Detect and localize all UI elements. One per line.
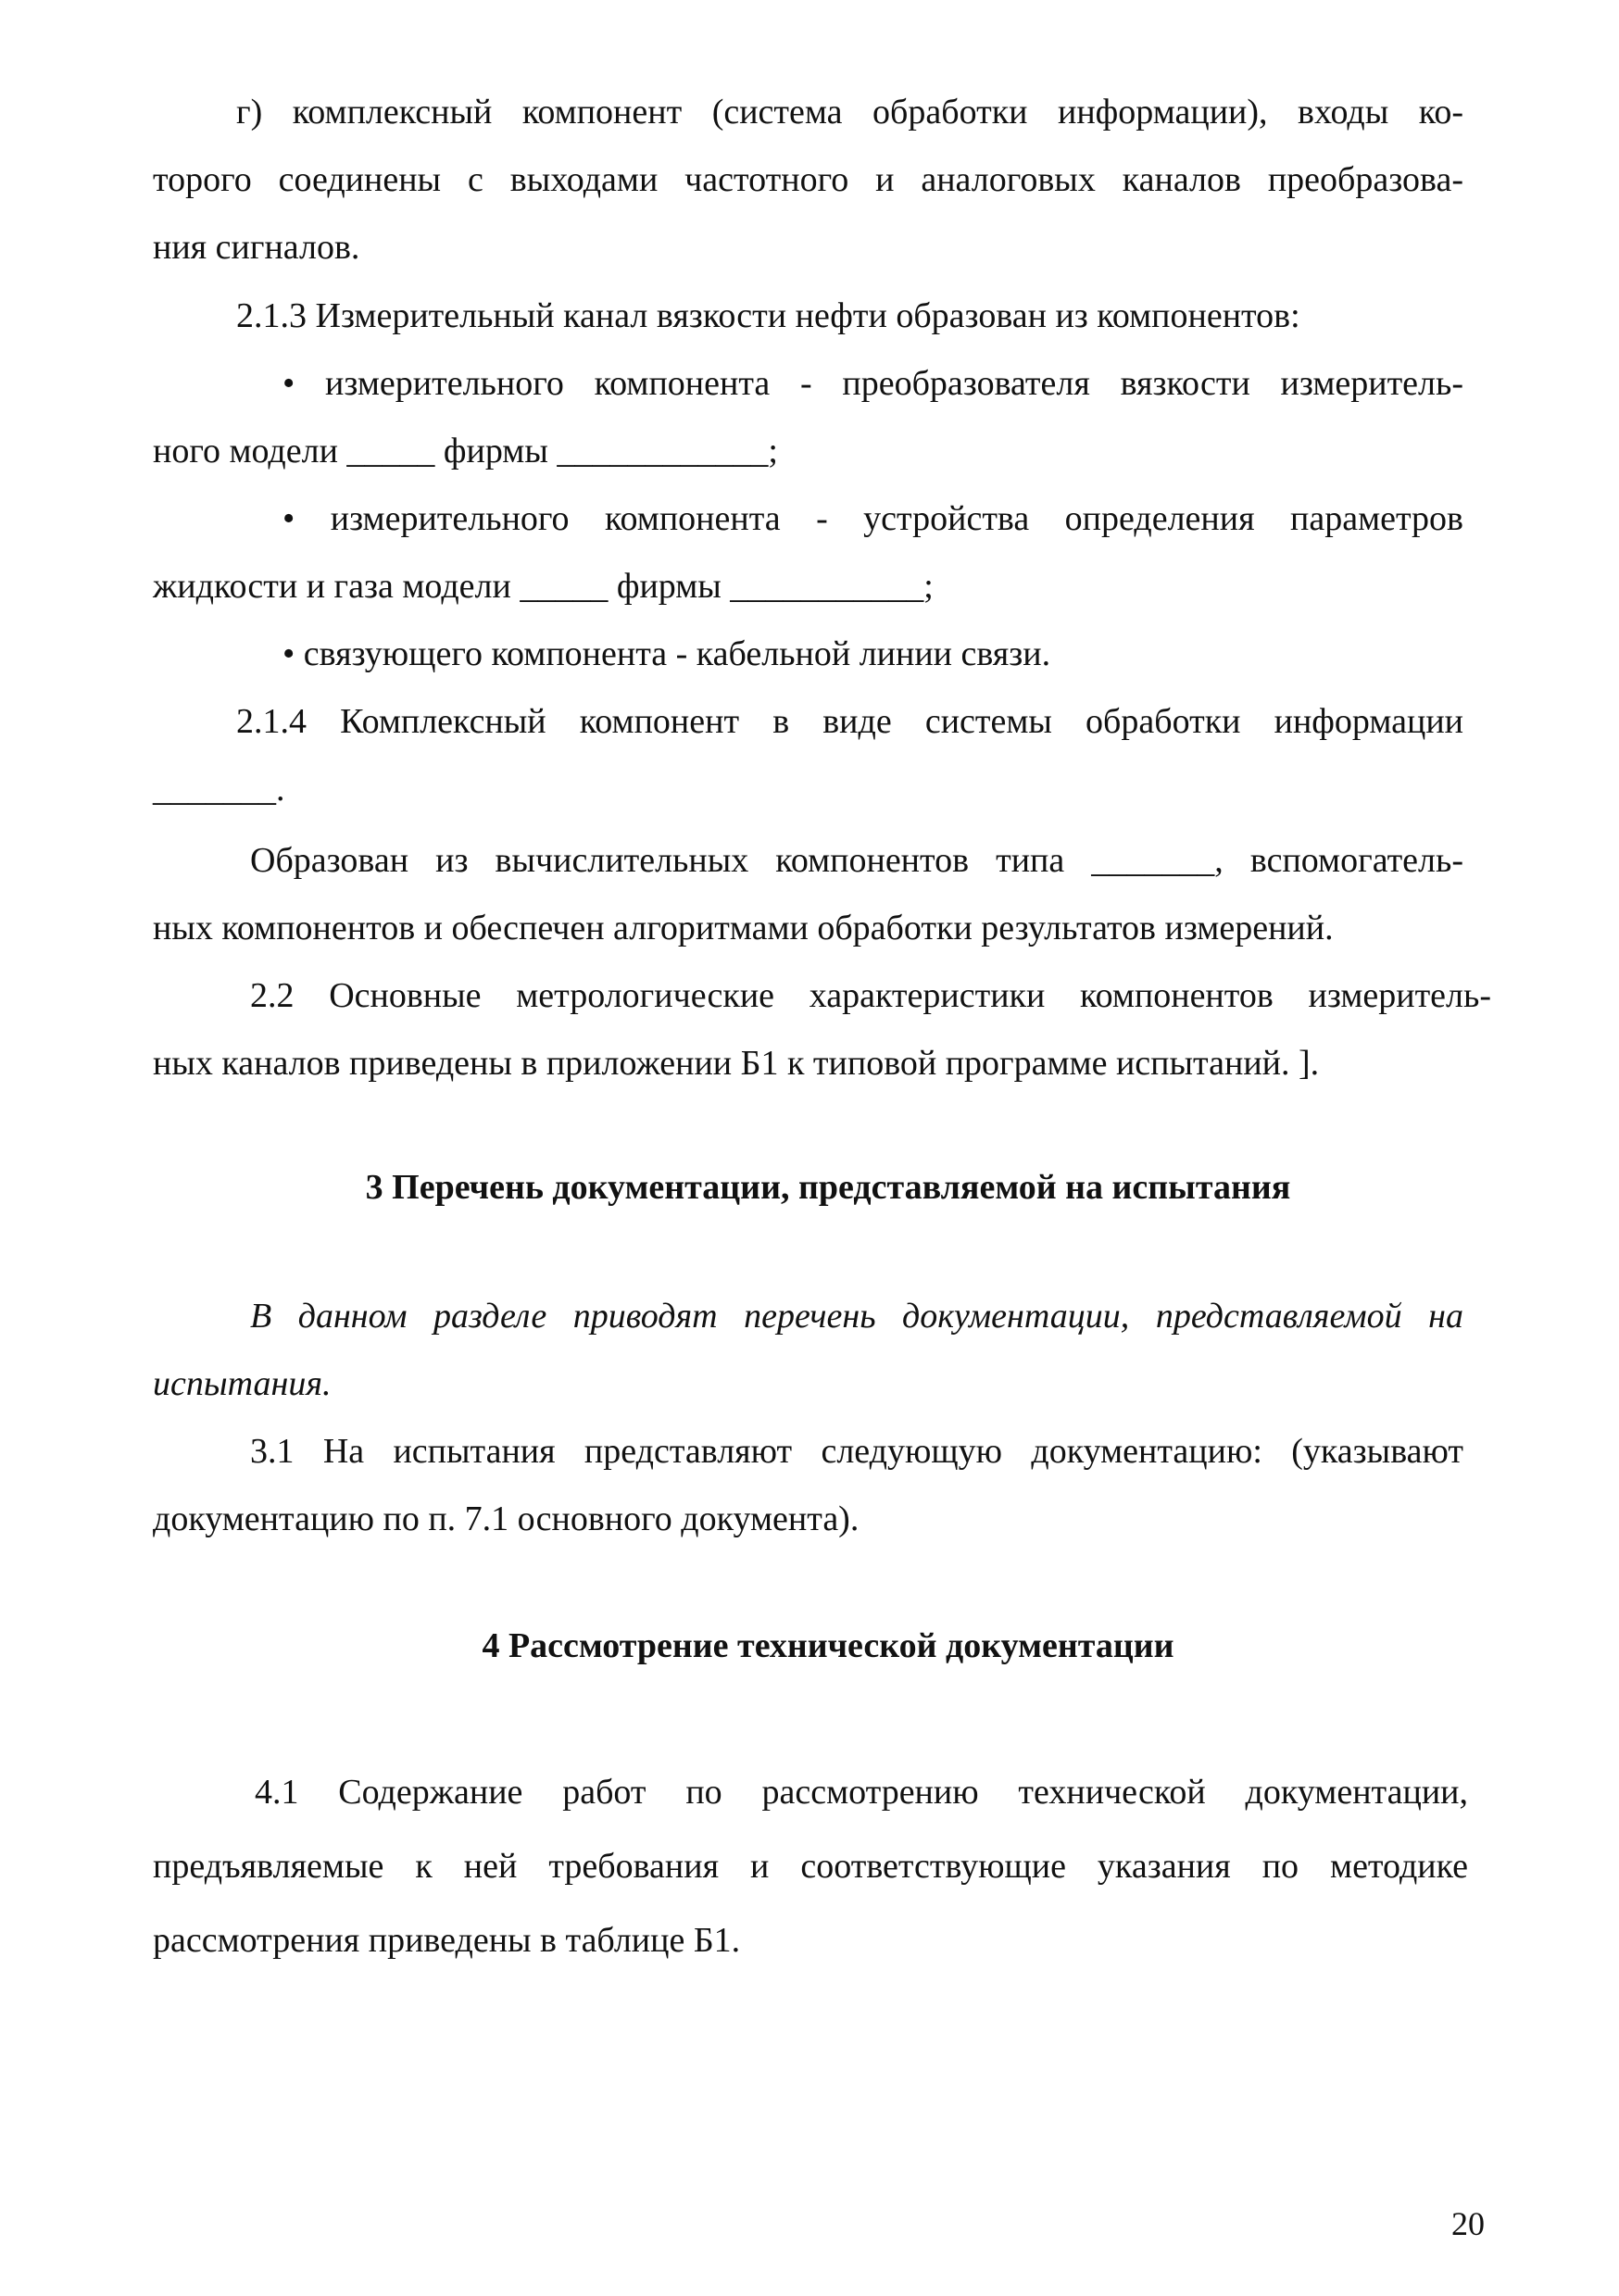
text-line: г) комплексный компонент (система обработки информации), входы ко- bbox=[236, 93, 1463, 132]
paragraph-2-1-4-cont bbox=[153, 756, 1463, 823]
text-line: предъявляемые к ней требования и соответствующие указания по методике bbox=[153, 1847, 1468, 1886]
paragraph-3-1-cont bbox=[153, 1486, 1463, 1553]
text-line: 4.1 Содержание работ по рассмотрению технической документации, bbox=[255, 1773, 1468, 1812]
page-number: 20 bbox=[1451, 2205, 1485, 2242]
text-line: Образован из вычислительных компонентов типа _______, вспомогатель- bbox=[250, 841, 1463, 880]
text-line: ных компонентов и обеспечен алгоритмами обработки результатов измерений. bbox=[153, 909, 1334, 947]
paragraph-complex-component-cont bbox=[153, 146, 1463, 282]
bullet-item-fluid-parameter-device-cont bbox=[153, 553, 1463, 621]
bullet-item-fluid-parameter-device bbox=[282, 485, 1463, 553]
bullet-item-viscosity-converter bbox=[282, 350, 1463, 418]
text-line: • связующего компонента - кабельной линии связи. bbox=[282, 634, 1051, 673]
text-line: 3.1 На испытания представляют следующую документацию: (указывают bbox=[250, 1432, 1463, 1471]
text-line: ния сигналов. bbox=[153, 228, 360, 267]
section-4-heading: 4 Рассмотрение технической документации bbox=[482, 1626, 1174, 1665]
bullet-item-viscosity-converter-cont bbox=[153, 418, 1463, 485]
text-line: жидкости и газа модели _____ фирмы ___________; bbox=[153, 567, 934, 606]
text-line: _______. bbox=[153, 770, 285, 809]
text-line: рассмотрения приведены в таблице Б1. bbox=[153, 1921, 741, 1960]
paragraph-2-2 bbox=[250, 962, 1491, 1030]
paragraph-complex-component bbox=[236, 79, 1463, 146]
text-line: документацию по п. 7.1 основного документа). bbox=[153, 1499, 860, 1538]
text-line: В данном разделе приводят перечень документации, представляемой на bbox=[250, 1297, 1463, 1336]
bullet-item-cable-line bbox=[282, 621, 1463, 688]
paragraph-formed-from bbox=[250, 827, 1463, 895]
section-3-heading: 3 Перечень документации, представляемой на испытания bbox=[365, 1168, 1291, 1207]
text-line: 2.2 Основные метрологические характеристики компонентов измеритель- bbox=[250, 976, 1491, 1015]
paragraph-3-1 bbox=[250, 1418, 1463, 1486]
text-line: ных каналов приведены в приложении Б1 к типовой программе испытаний. ]. bbox=[153, 1044, 1320, 1083]
text-line: испытания. bbox=[153, 1364, 332, 1403]
text-line: • измерительного компонента - устройства определения параметров bbox=[282, 499, 1463, 538]
text-line: • измерительного компонента - преобразователя вязкости измеритель- bbox=[282, 364, 1463, 403]
paragraph-2-2-cont bbox=[153, 1030, 1463, 1098]
paragraph-2-1-3 bbox=[236, 282, 1463, 350]
text-line: 2.1.3 Измерительный канал вязкости нефти образован из компонентов: bbox=[236, 296, 1300, 335]
text-line: 2.1.4 Комплексный компонент в виде системы обработки информации bbox=[236, 702, 1463, 741]
section-3-intro bbox=[250, 1283, 1463, 1350]
paragraph-4-1 bbox=[255, 1755, 1468, 1829]
paragraph-4-1-cont bbox=[153, 1829, 1468, 1977]
paragraph-2-1-4 bbox=[236, 688, 1463, 756]
text-line: торого соединены с выходами частотного и аналоговых каналов преобразова- bbox=[153, 160, 1463, 199]
text-line: ного модели _____ фирмы ____________; bbox=[153, 432, 778, 470]
section-3-intro-cont bbox=[153, 1350, 1463, 1418]
paragraph-formed-from-cont bbox=[153, 895, 1463, 962]
